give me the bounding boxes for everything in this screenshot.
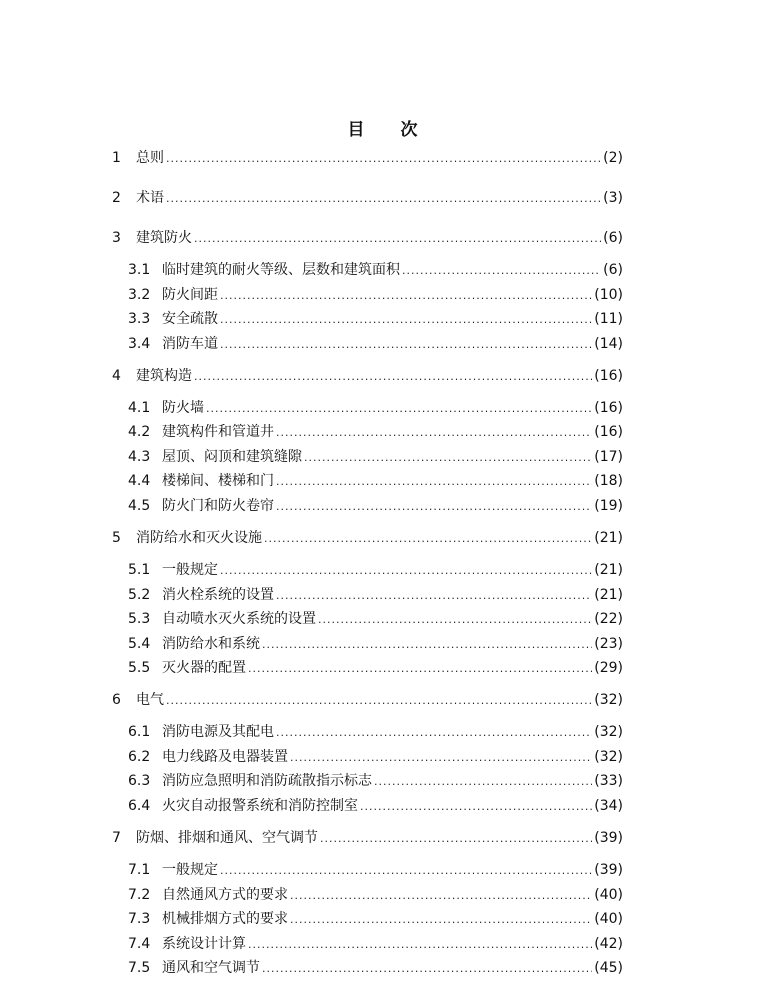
toc-entry-number: 7.4 (128, 936, 151, 952)
toc-entry-page: (40) (594, 911, 623, 927)
toc-entry-label: 自然通风方式的要求 (162, 887, 288, 903)
toc-entry-number: 5.4 (128, 636, 151, 652)
toc-entry[interactable] (112, 228, 623, 248)
toc-entry[interactable] (128, 309, 623, 329)
toc-entry-page: (11) (594, 311, 623, 327)
toc-entry-label: 灭火器的配置 (162, 660, 246, 676)
toc-entry-page: (42) (594, 936, 623, 952)
title-char-2: 次 (400, 120, 418, 140)
toc-entry-number: 5.3 (128, 611, 151, 627)
toc-entry-number: 4.3 (128, 449, 151, 465)
toc-entry[interactable] (128, 334, 623, 354)
dot-leader (374, 771, 592, 791)
toc-entry-number: 7 (112, 830, 121, 846)
dot-leader (194, 366, 592, 386)
dot-leader (276, 496, 592, 516)
toc-entry-number: 6.4 (128, 798, 151, 814)
toc-entry-label: 自动喷水灭火系统的设置 (162, 611, 316, 627)
toc-entry-number: 3.3 (128, 311, 151, 327)
dot-leader (220, 860, 592, 880)
toc-entry[interactable] (128, 422, 623, 442)
toc-entry-page: (10) (594, 287, 623, 303)
toc-entry-label: 防火墙 (162, 400, 204, 416)
toc-entry[interactable] (128, 496, 623, 516)
toc-entry[interactable] (112, 148, 623, 168)
toc-entry-number: 3 (112, 230, 121, 246)
toc-entry-number: 1 (112, 150, 121, 166)
toc-entry-page: (23) (594, 636, 623, 652)
dot-leader (320, 828, 592, 848)
dot-leader (206, 398, 592, 418)
toc-entry-number: 5 (112, 530, 121, 546)
toc-entry-number: 4.4 (128, 473, 151, 489)
toc-entry-label: 一般规定 (162, 562, 218, 578)
toc-entry-label: 消防给水和灭火设施 (136, 530, 262, 546)
toc-entry-page: (17) (594, 449, 623, 465)
dot-leader (360, 796, 592, 816)
toc-entry-number: 2 (112, 190, 121, 206)
page-title (0, 115, 765, 140)
dot-leader (276, 722, 592, 742)
toc-entry-page: (32) (594, 724, 623, 740)
toc-entry-label: 建筑构造 (136, 368, 192, 384)
toc-entry-page: (45) (594, 960, 623, 976)
toc-entry[interactable] (128, 722, 623, 742)
dot-leader (290, 747, 592, 767)
toc-entry[interactable] (128, 560, 623, 580)
toc-entry[interactable] (128, 634, 623, 654)
dot-leader (318, 609, 592, 629)
dot-leader (402, 260, 601, 280)
toc-entry[interactable] (112, 528, 623, 548)
dot-leader (304, 447, 592, 467)
toc-entry-page: (3) (603, 190, 623, 206)
toc-entry-number: 6.3 (128, 773, 151, 789)
dot-leader (276, 422, 592, 442)
toc-entry-page: (6) (603, 262, 623, 278)
dot-leader (290, 909, 592, 929)
toc-entry[interactable] (128, 609, 623, 629)
toc-entry[interactable] (128, 260, 623, 280)
toc-entry[interactable] (128, 771, 623, 791)
dot-leader (290, 885, 592, 905)
toc-entry-label: 通风和空气调节 (162, 960, 260, 976)
toc-entry-number: 6 (112, 692, 121, 708)
toc-entry-label: 消火栓系统的设置 (162, 587, 274, 603)
toc-entry[interactable] (128, 747, 623, 767)
toc-entry-number: 6.2 (128, 749, 151, 765)
toc-entry[interactable] (128, 958, 623, 978)
toc-entry-number: 4.2 (128, 424, 151, 440)
dot-leader (194, 228, 601, 248)
toc-entry-number: 7.5 (128, 960, 151, 976)
toc-entry-label: 消防车道 (162, 336, 218, 352)
title-char-1: 目 (347, 120, 365, 140)
toc-entry[interactable] (128, 796, 623, 816)
toc-entry-page: (29) (594, 660, 623, 676)
toc-entry-page: (19) (594, 498, 623, 514)
toc-entry-label: 防火间距 (162, 287, 218, 303)
dot-leader (248, 658, 592, 678)
toc-entry[interactable] (128, 885, 623, 905)
toc-entry-number: 7.1 (128, 862, 151, 878)
toc-entry-label: 防火门和防火卷帘 (162, 498, 274, 514)
toc-entry-number: 4.5 (128, 498, 151, 514)
toc-entry-label: 消防应急照明和消防疏散指示标志 (162, 773, 372, 789)
toc-entry-label: 建筑构件和管道井 (162, 424, 274, 440)
toc-entry[interactable] (112, 366, 623, 386)
toc-entry[interactable] (112, 690, 623, 710)
toc-entry[interactable] (128, 909, 623, 929)
toc-entry-number: 7.2 (128, 887, 151, 903)
toc-entry-label: 建筑防火 (136, 230, 192, 246)
toc-entry[interactable] (128, 398, 623, 418)
toc-entry-label: 电气 (136, 692, 164, 708)
toc-entry-page: (2) (603, 150, 623, 166)
toc-entry-number: 5.5 (128, 660, 151, 676)
toc-entry-label: 消防给水和系统 (162, 636, 260, 652)
toc-entry-page: (16) (594, 424, 623, 440)
dot-leader (276, 471, 592, 491)
toc-entry[interactable] (128, 934, 623, 954)
toc-entry-label: 电力线路及电器装置 (162, 749, 288, 765)
toc-entry[interactable] (112, 188, 623, 208)
toc-entry-page: (18) (594, 473, 623, 489)
toc-entry-page: (32) (594, 692, 623, 708)
toc-entry-page: (33) (594, 773, 623, 789)
toc-entry-number: 6.1 (128, 724, 151, 740)
toc-entry-number: 4 (112, 368, 121, 384)
dot-leader (166, 188, 601, 208)
toc-entry-label: 总则 (136, 150, 164, 166)
toc-entry[interactable] (128, 860, 623, 880)
dot-leader (262, 634, 592, 654)
toc-entry-page: (16) (594, 400, 623, 416)
toc-entry-number: 5.1 (128, 562, 151, 578)
toc-entry-label: 屋顶、闷顶和建筑缝隙 (162, 449, 302, 465)
toc-entry[interactable] (128, 658, 623, 678)
toc-entry-page: (21) (594, 587, 623, 603)
dot-leader (276, 585, 592, 605)
toc-entry-label: 楼梯间、楼梯和门 (162, 473, 274, 489)
dot-leader (220, 560, 592, 580)
toc-entry-label: 火灾自动报警系统和消防控制室 (162, 798, 358, 814)
toc-entry-label: 系统设计计算 (162, 936, 246, 952)
toc-entry[interactable] (128, 285, 623, 305)
toc-entry-page: (6) (603, 230, 623, 246)
toc-entry-label: 防烟、排烟和通风、空气调节 (136, 830, 318, 846)
toc-entry-page: (22) (594, 611, 623, 627)
dot-leader (248, 934, 592, 954)
toc-entry-page: (39) (594, 862, 623, 878)
toc-entry[interactable] (128, 471, 623, 491)
dot-leader (220, 334, 592, 354)
toc-entry-label: 机械排烟方式的要求 (162, 911, 288, 927)
toc-entry-label: 安全疏散 (162, 311, 218, 327)
toc-entry-number: 4.1 (128, 400, 151, 416)
toc-entry-page: (32) (594, 749, 623, 765)
toc-entry-label: 一般规定 (162, 862, 218, 878)
dot-leader (220, 285, 592, 305)
toc-entry-page: (21) (594, 530, 623, 546)
toc-entry-number: 3.4 (128, 336, 151, 352)
toc-entry-number: 3.2 (128, 287, 151, 303)
toc-entry-page: (16) (594, 368, 623, 384)
toc-entry-number: 3.1 (128, 262, 151, 278)
toc-entry-page: (34) (594, 798, 623, 814)
dot-leader (220, 309, 592, 329)
toc-entry-page: (40) (594, 887, 623, 903)
toc-entry-number: 5.2 (128, 587, 151, 603)
toc-entry-label: 术语 (136, 190, 164, 206)
toc-entry-number: 7.3 (128, 911, 151, 927)
toc-entry-page: (39) (594, 830, 623, 846)
dot-leader (166, 148, 601, 168)
toc-entry[interactable] (112, 828, 623, 848)
toc-entry[interactable] (128, 447, 623, 467)
toc-entry-label: 临时建筑的耐火等级、层数和建筑面积 (162, 262, 400, 278)
toc-entry-page: (21) (594, 562, 623, 578)
dot-leader (262, 958, 592, 978)
dot-leader (264, 528, 592, 548)
dot-leader (166, 690, 592, 710)
toc-entry[interactable] (128, 585, 623, 605)
toc-entry-page: (14) (594, 336, 623, 352)
toc-entry-label: 消防电源及其配电 (162, 724, 274, 740)
